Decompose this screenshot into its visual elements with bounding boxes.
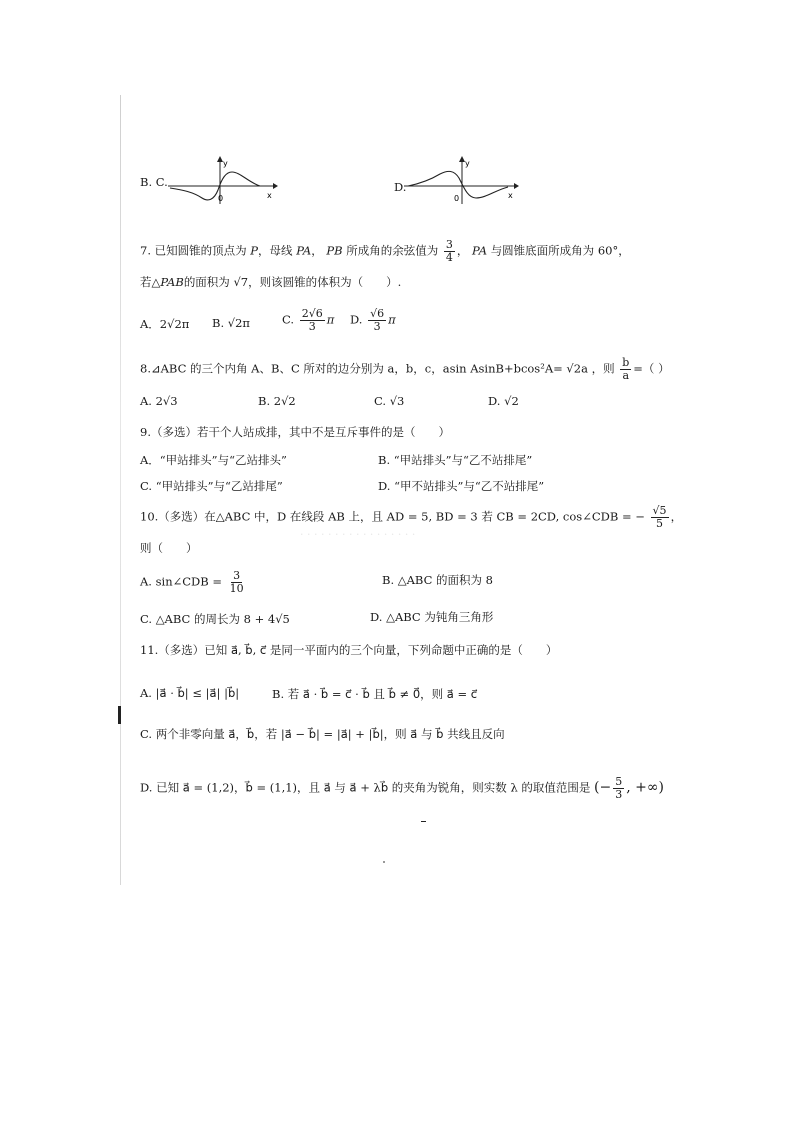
question-10-option-a: A. sin∠CDB = $\frac{3}{10}$: [140, 569, 244, 595]
graph-option-d: [404, 156, 519, 206]
svg-text:0: 0: [218, 194, 224, 203]
question-10-stem: 10.（多选）在△ABC 中，D 在线段 AB 上，且 AD = 5, BD = 3 若 CB = 2CD, cos∠CDB = − $\frac{√5}{5}$ ，: [140, 504, 683, 530]
question-9-option-d: D. “甲不站排头”与“乙不站排尾”: [378, 479, 545, 493]
svg-text:x: x: [267, 191, 272, 200]
scan-speck: [421, 821, 426, 822]
question-9-option-b: B. “甲站排头”与“乙不站排尾”: [378, 453, 533, 467]
svg-text:0: 0: [454, 194, 460, 203]
svg-text:y: y: [465, 159, 470, 168]
question-7-line-1: 7. 已知圆锥的顶点为 P，母线 PA， PB 所成角的余弦值为 $\frac{3}{4}$ ， PA 与圆锥底面所成角为 60°，: [140, 238, 630, 264]
question-11-option-d: D. 已知 a⃗ = (1,2)，b⃗ = (1,1)，且 a⃗ 与 a⃗ + λb⃗ 的夹角为锐角，则实数 λ 的取值范围是 (− $\frac{5}{3}$ , +∞): [140, 775, 665, 801]
question-10-option-c: C. △ABC 的周长为 8 + 4√5: [140, 612, 290, 626]
question-7-line-2: 若△PAB的面积为 √7，则该圆锥的体积为（ ）.: [140, 275, 402, 289]
scan-mark: [118, 706, 121, 724]
question-11-stem: 11.（多选）已知 a⃗, b⃗, c⃗ 是同一平面内的三个向量，下列命题中正确的是（ ）: [140, 643, 558, 657]
svg-text:y: y: [223, 159, 228, 168]
question-11-option-a: A. |a⃗ · b⃗| ≤ |a⃗| |b⃗|: [140, 686, 240, 700]
graph-option-c: [168, 156, 278, 206]
question-7-option-c: C. $\frac{2√6}{3}$ π: [282, 307, 335, 333]
question-9-option-a: A．“甲站排头”与“乙站排头”: [140, 453, 287, 467]
question-9-stem: 9.（多选）若干个人站成排，其中不是互斥事件的是（ ）: [140, 425, 450, 439]
option-d-label: D.: [394, 180, 407, 194]
scan-edge-line: [120, 95, 121, 885]
question-7-option-d: D. $\frac{√6}{3}$ π: [350, 307, 396, 333]
question-11-option-c: C. 两个非零向量 a⃗，b⃗，若 |a⃗ − b⃗| = |a⃗| + |b⃗|，则 a⃗ 与 b⃗ 共线且反向: [140, 727, 505, 741]
question-10-option-b: B. △ABC 的面积为 8: [382, 573, 494, 587]
question-10-line-2: 则（ ）: [140, 541, 198, 555]
question-8-option-b: B. 2√2: [258, 394, 296, 408]
question-8-option-c: C. √3: [374, 394, 405, 408]
question-11-option-b: B. 若 a⃗ · b⃗ = c⃗ · b⃗ 且 b⃗ ≠ 0⃗，则 a⃗ = c⃗: [272, 687, 478, 701]
question-8-stem: 8.⊿ABC 的三个内角 A、B、C 所对的边分别为 a，b，c，asin AsinB+bcos²A= √2a ，则 $\frac{b}{a}$ =（ ）: [140, 356, 670, 382]
question-7-option-a: A．2√2π: [140, 317, 190, 331]
fraction-cos: $\frac{3}{4}$: [445, 238, 453, 264]
bleed-through-text: · · · · · · · · · · · · · · · · ·: [300, 528, 416, 541]
option-b-c-label: B. C.: [140, 175, 168, 189]
question-7-option-b: B. √2π: [212, 316, 250, 330]
question-8-option-a: A. 2√3: [140, 394, 178, 408]
question-10-option-d: D. △ABC 为钝角三角形: [370, 610, 494, 624]
svg-text:x: x: [508, 191, 513, 200]
question-8-option-d: D. √2: [488, 394, 519, 408]
question-9-option-c: C. “甲站排头”与“乙站排尾”: [140, 479, 283, 493]
scan-speck: [383, 861, 385, 863]
